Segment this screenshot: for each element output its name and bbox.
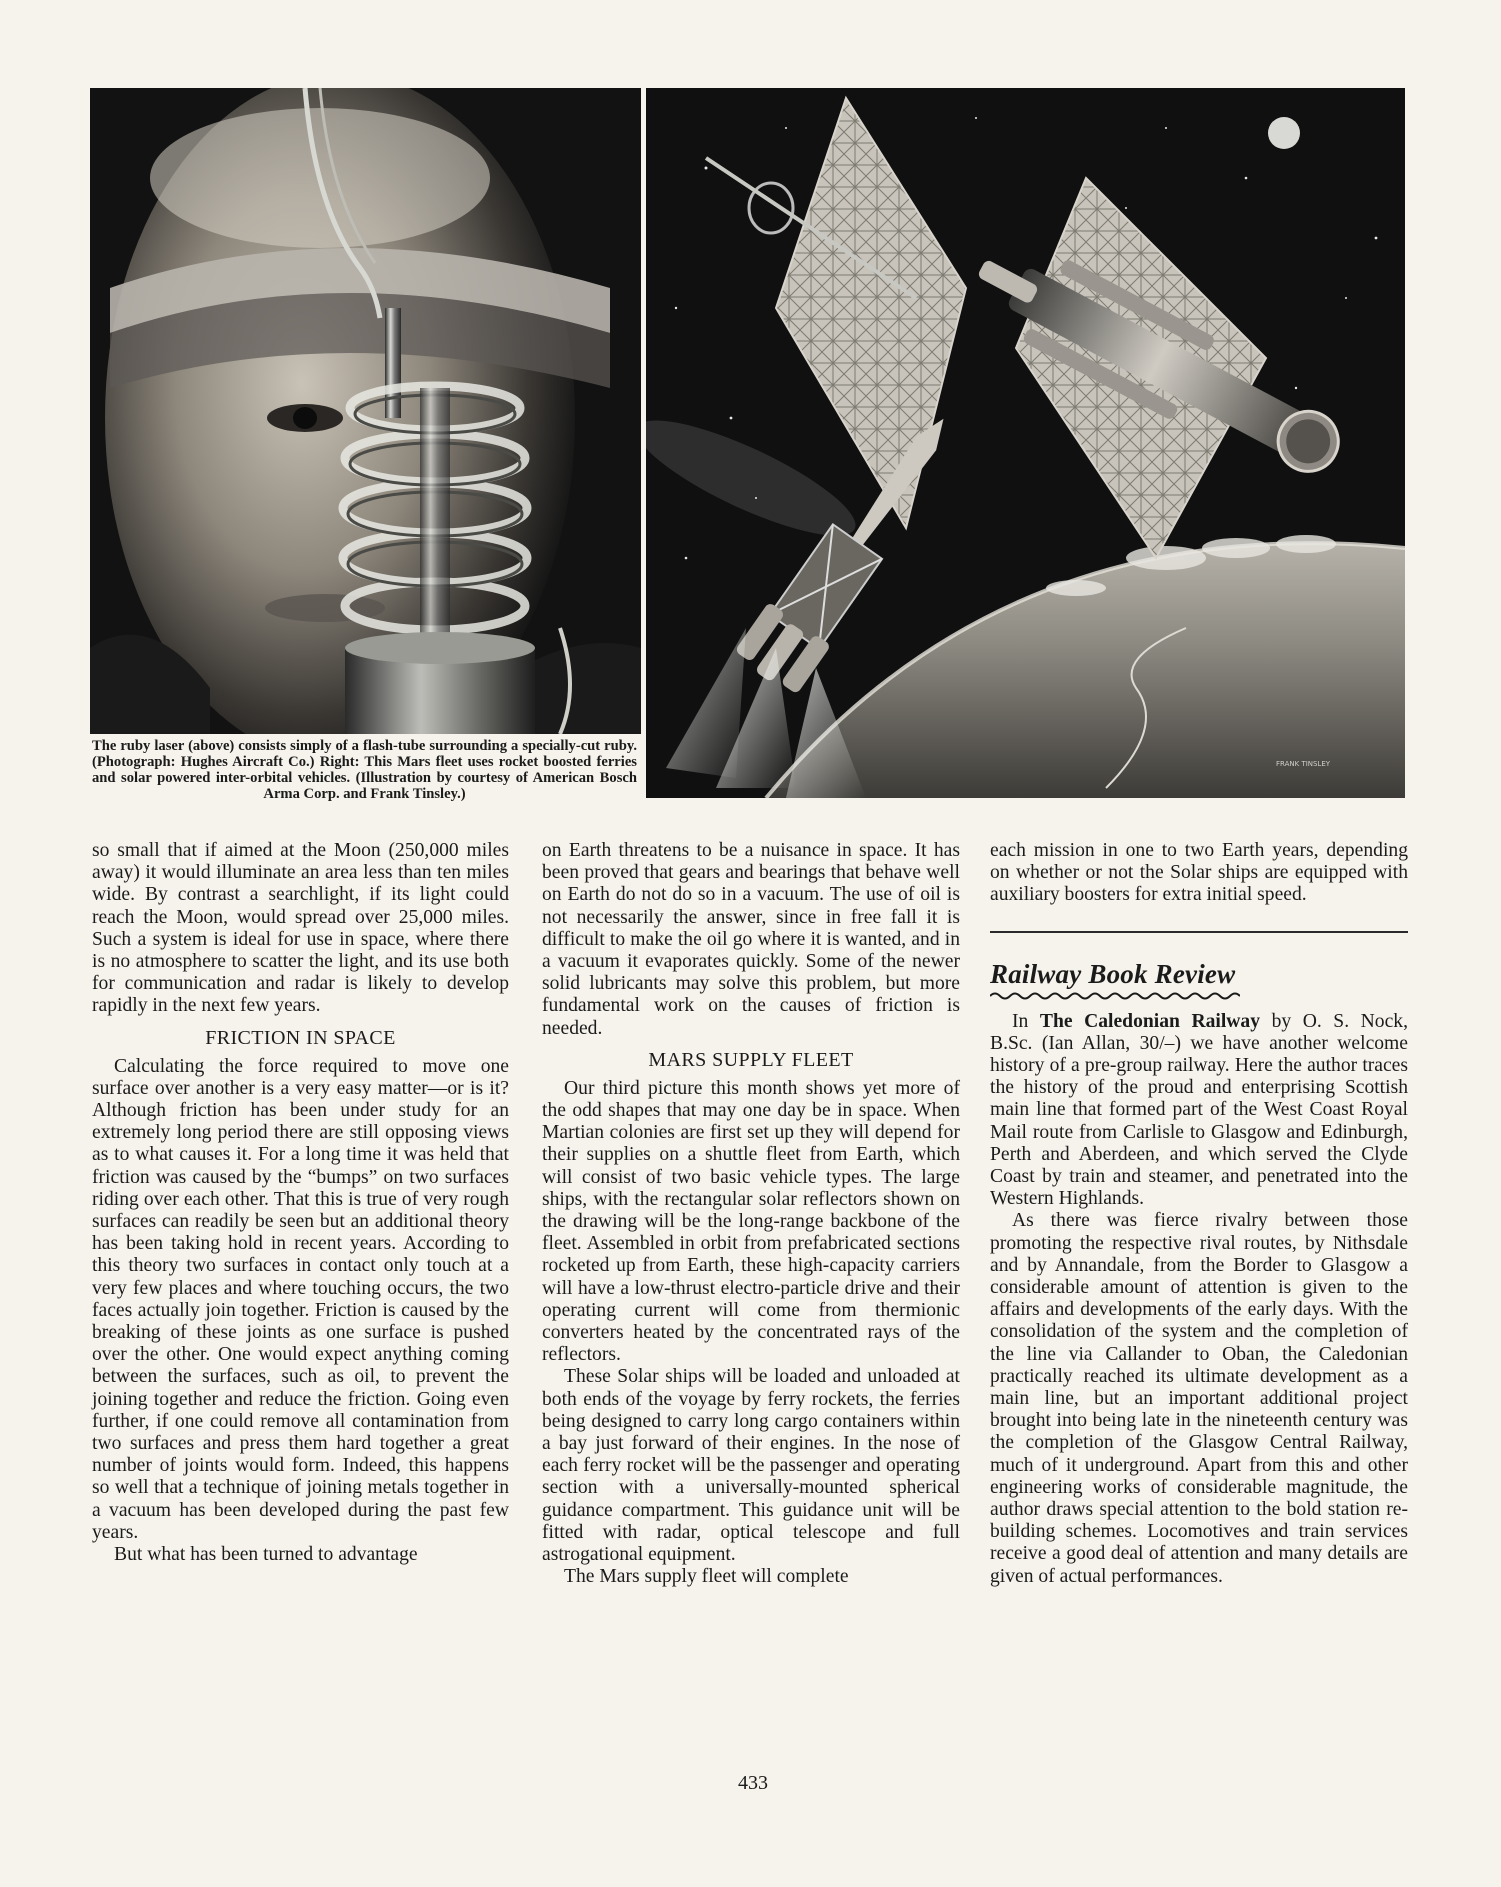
column-2-paragraph-2: Our third picture this month shows yet more of the odd shapes that may one day be in space. When Martian colonies are first set up they will depend for their supplies on a shuttle fleet from Earth, which will consist of two basic vehicle types. The large ships, with the rectangular solar reflectors shown on the drawing will be the long-range backbone of the fleet. Assembled in orbit from prefabricated sections rocketed up from Earth, these high-capacity carriers will have a low-thrust electro-particle drive and their operating current will come from thermionic converters heated by the concentrated rays of the reflectors.	[542, 1077, 960, 1366]
mars-fleet-art	[646, 88, 1405, 798]
review-paragraph-1	[990, 1011, 1408, 1211]
column-2-paragraph-4: The Mars supply fleet will complete	[564, 1566, 849, 1588]
heading-friction-text: FRICTION IN SPACE	[205, 1026, 396, 1049]
column-1-paragraph-2: Calculating the force required to move one surface over another is a very easy matter—or is it? Although friction has been under study for an extremely long period there are still opposing views as to what causes it. For a long time it was held that friction was caused by the “bumps” on two surfaces riding over each other. That this is true of very rough surfaces can readily be seen but an additional theory has been taking hold in recent years. According to this theory two surfaces in contact only touch at a very few places and where touching occurs, the two faces actually join together. Friction is caused by the breaking of these joints as one surface is pushed over the other. One would expect anything coming between the surfaces, such as oil, to prevent the joining together and reduce the friction. Going even further, if one could remove all contamination from two surfaces and press them hard together a great number of joints would form. Indeed, this happens so well that a technique of joining metals together in a vacuum has been developed during the past few years.	[92, 1055, 509, 1543]
column-1-paragraph-1: so small that if aimed at the Moon (250,000 miles away) it would illuminate an area less than ten miles wide. By contrast a searchlight, if its light could reach the Moon, would spread over 25,000 miles. Such a system is ideal for use in space, where there is no atmosphere to scatter the light, and its use both for communication and radar is likely to develop rapidly in the next few years.	[92, 840, 509, 1017]
figure-caption: The ruby laser (above) consists simply of a flash-tube surrounding a specially-cut ruby. (Photograph: Hughes Aircraft Co.) Right: This Mars fleet uses rocket boosted ferries and solar powered inter-orbital vehicles. (Illustration by courtesy of American Bosch Arma Corp. and Frank Tinsley.)	[92, 738, 637, 802]
column-1	[92, 840, 509, 1566]
heading-mars-text: MARS SUPPLY FLEET	[648, 1048, 854, 1071]
heading-friction-in-space	[92, 1026, 509, 1050]
column-2-paragraph-3: These Solar ships will be loaded and unloaded at both ends of the voyage by ferry rockets, the ferries being designed to carry long cargo containers within a bay just forward of their engines. In the nose of each ferry rocket will be the passenger and operating section with a universally-mounted spherical guidance compartment. This guidance unit will be fitted with radar, optical telescope and full astrogational equipment.	[542, 1366, 960, 1566]
page-number: 433	[738, 1772, 768, 1794]
review-paragraph-1-text: by O. S. Nock, B.Sc. (Ian Allan, 30/–) we have another welcome history of a pre-group railway. Here the author traces the history of the proud and enterprising Scottish main line that formed part of the West Coast Royal Mail route from Carlisle to Glasgow and Edinburgh, Perth and Aberdeen, and which served the Clyde Coast by train and steamer, and penetrated into the Western Highlands.	[990, 1010, 1408, 1210]
column-1-paragraph-3: But what has been turned to advantage	[114, 1544, 418, 1566]
ruby-laser-photograph	[90, 88, 641, 734]
column-2	[542, 840, 960, 1589]
review-intro-text: In	[1012, 1010, 1040, 1032]
ruby-laser-photo-art	[90, 88, 641, 734]
heading-mars-supply-fleet	[542, 1048, 960, 1072]
review-paragraph-2: As there was fierce rivalry between those promoting the respective rival routes, by Nithsdale and by Annandale, from the Border to Glasgow a considerable amount of attention is given to the affairs and developments of the early days. With the consolidation of the system and the completion of the line via Callander to Oban, the Caledonian practically reached its ultimate development as a main line, but an important additional project brought into being late in the nineteenth century was the completion of the Glasgow Central Railway, much of it underground. Apart from this and other engineering works of considerable magnitude, the author draws special attention to the bold station re-building schemes. Locomotives and train services receive a good deal of attention and many details are given of actual performances.	[990, 1210, 1408, 1587]
mars-fleet-illustration	[646, 88, 1405, 798]
column-3	[990, 840, 1408, 1588]
illustration-signature: FRANK TINSLEY	[1276, 760, 1331, 768]
railway-book-review-title: Railway Book Review	[990, 958, 1236, 989]
wavy-underline-icon	[990, 991, 1240, 1001]
book-title: The Caledonian Railway	[1039, 1010, 1261, 1032]
column-2-paragraph-1: on Earth threatens to be a nuisance in space. It has been proved that gears and bearings that behave well on Earth do not do so in a vacuum. The use of oil is not necessarily the answer, since in free fall it is difficult to make the oil go where it is wanted, and in a vacuum it evaporates quickly. Some of the newer solid lubricants may solve this problem, but more fundamental work on the causes of friction is needed.	[542, 840, 960, 1039]
section-divider	[990, 931, 1408, 933]
column-3-paragraph-1: each mission in one to two Earth years, depending on whether or not the Solar ships are equipped with auxiliary boosters for extra initial speed.	[990, 840, 1408, 906]
